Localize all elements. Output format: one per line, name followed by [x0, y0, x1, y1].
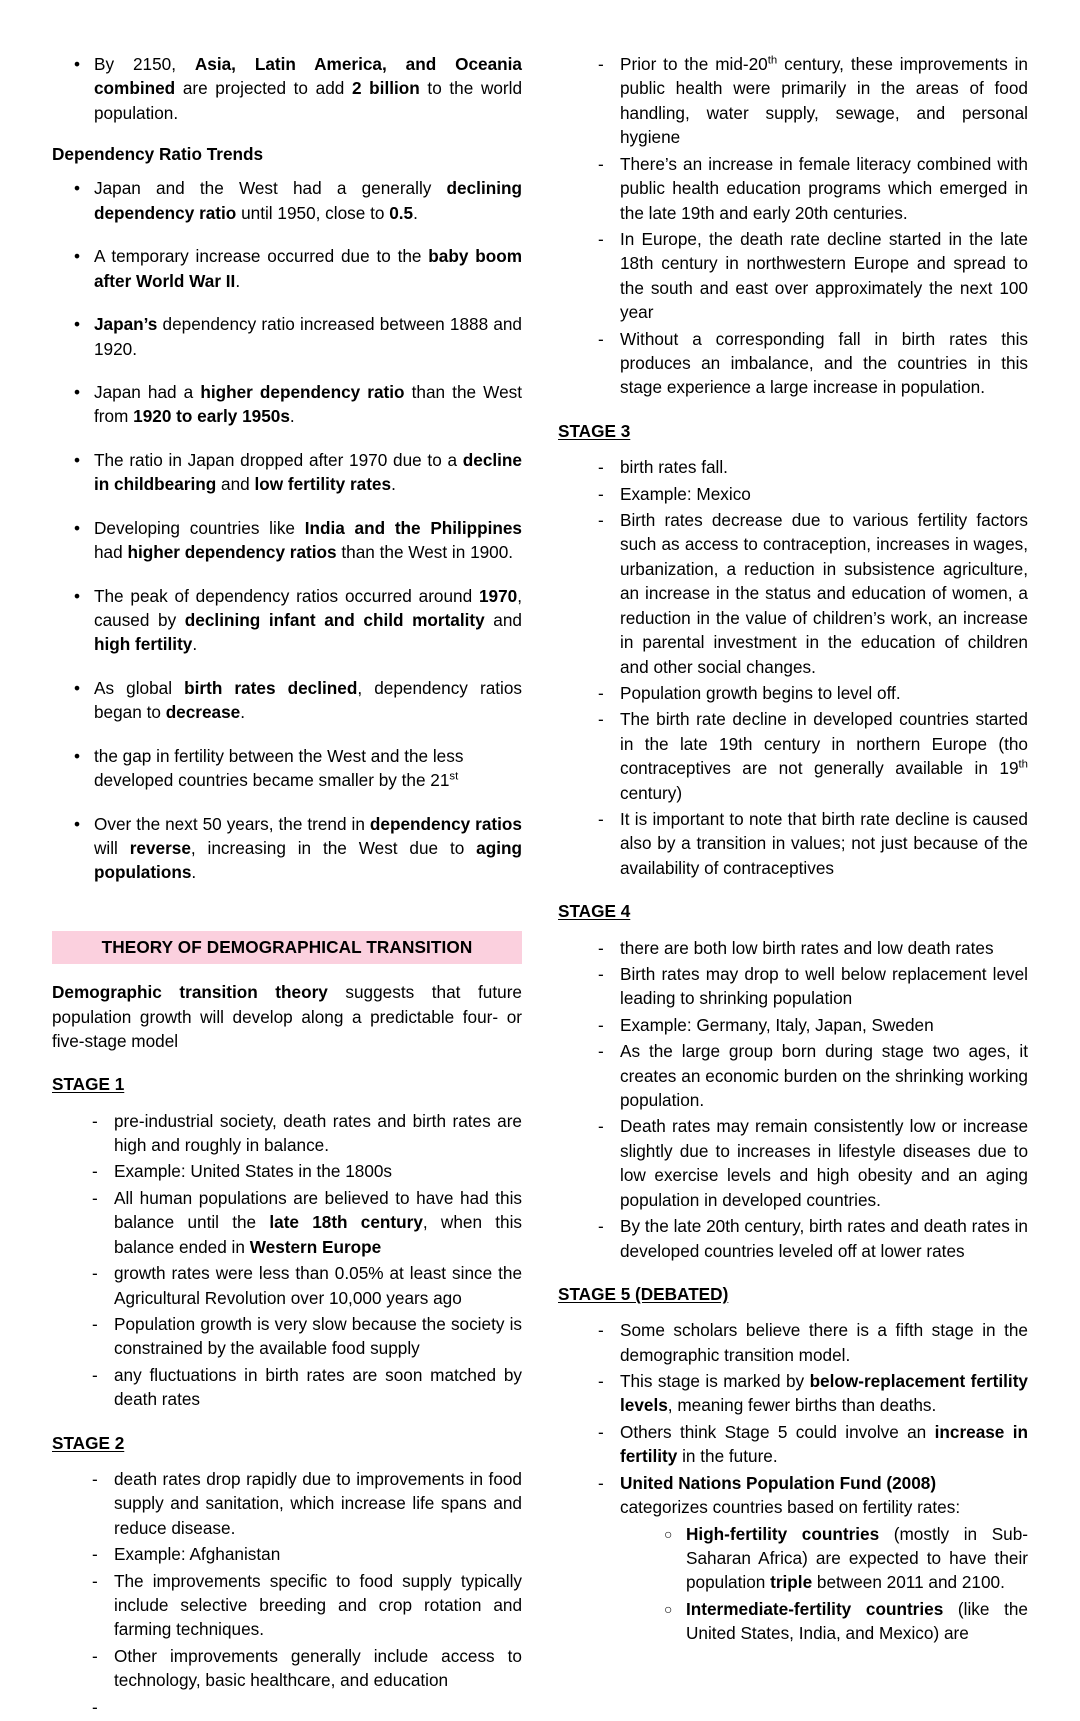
list-item	[52, 1159, 522, 1183]
dash-icon: -	[598, 228, 604, 249]
bullet-text: Over the next 50 years, the trend in dependency ratios will reverse, increasing in the West due to aging populations.	[94, 813, 522, 883]
dash-icon: -	[598, 963, 604, 984]
dash-text: Death rates may remain consistently low or increase slightly due to increases in lifestyle diseases due to low exercise levels and high obesity and an aging population in developed countries.	[620, 1116, 1028, 1210]
dash-icon: -	[598, 1472, 604, 1493]
list-item	[558, 227, 1028, 325]
dash-text: Example: United States in the 1800s	[114, 1161, 393, 1182]
stage-1-list	[52, 1109, 522, 1412]
dash-icon: -	[92, 1263, 98, 1284]
dash-icon: -	[598, 682, 604, 703]
dash-text: Population growth begins to level off.	[620, 682, 901, 703]
dash-icon: -	[598, 1116, 604, 1137]
circle-bullet-icon: ○	[664, 1525, 673, 1542]
dash-text: death rates drop rapidly due to improvements in food supply and sanitation, which increase life spans and reduce disease.	[114, 1468, 522, 1538]
dash-text: Without a corresponding fall in birth rates this produces an imbalance, and the countries in this stage experience a large increase in population.	[620, 328, 1028, 398]
dash-icon: -	[598, 937, 604, 958]
dash-icon: -	[598, 709, 604, 730]
list-item	[558, 1369, 1028, 1418]
dash-icon: -	[598, 809, 604, 830]
list-item	[52, 1695, 522, 1719]
list-item	[52, 516, 522, 565]
dash-text: By the late 20th century, birth rates and death rates in developed countries leveled off at lower rates	[620, 1216, 1028, 1261]
stage-3-list	[558, 455, 1028, 880]
list-item	[52, 1363, 522, 1412]
bullet-icon: •	[74, 517, 81, 538]
bullet-icon: •	[74, 382, 81, 403]
dash-text: pre-industrial society, death rates and birth rates are high and roughly in balance.	[114, 1110, 522, 1156]
top-bullet-list	[52, 52, 522, 125]
list-item	[558, 807, 1028, 880]
list-item	[52, 584, 522, 657]
stage-3-heading	[558, 420, 1028, 443]
dash-icon: -	[598, 1371, 604, 1392]
dash-icon: -	[598, 1216, 604, 1237]
bullet-text: Japan and the West had a generally declining dependency ratio until 1950, close to 0.5.	[94, 178, 522, 223]
bullet-icon: •	[74, 585, 81, 606]
dash-text: All human populations are believed to have had this balance until the late 18th century, when this balance ended in Western Europe	[114, 1187, 522, 1257]
bullet-icon: •	[74, 449, 81, 470]
dash-text: The improvements specific to food supply typically include selective breeding and crop rotation and farming techniques.	[114, 1570, 522, 1640]
bullet-icon: •	[74, 54, 81, 74]
theory-banner-heading: THEORY OF DEMOGRAPHICAL TRANSITION	[52, 931, 522, 964]
list-item	[558, 1420, 1028, 1469]
circle-text: Intermediate-fertility countries (like the United States, India, and Mexico) are	[686, 1598, 1028, 1644]
stage-1-heading	[52, 1073, 522, 1096]
list-item	[558, 152, 1028, 225]
dash-text: Prior to the mid-20th century, these improvements in public health were primarily in the areas of food handling, water supply, sewage, and personal hygiene	[620, 54, 1028, 148]
bullet-icon: •	[74, 246, 81, 267]
list-item	[558, 327, 1028, 400]
bullet-text: the gap in fertility between the West and the less developed countries became smaller by the 21st	[94, 745, 464, 791]
list-item	[52, 1109, 522, 1158]
dash-text	[114, 1695, 522, 1719]
list-item	[558, 1114, 1028, 1212]
bullet-icon: •	[74, 178, 81, 199]
bullet-icon: •	[74, 677, 81, 698]
stage-2-continued-list	[558, 52, 1028, 400]
list-item	[52, 744, 522, 793]
stage-1-heading-text: STAGE 1	[52, 1074, 125, 1095]
dash-text: Example: Afghanistan	[114, 1544, 281, 1565]
dash-icon: -	[92, 1544, 98, 1565]
list-item	[558, 52, 1028, 150]
list-item	[558, 962, 1028, 1011]
stage-2-heading	[52, 1432, 522, 1455]
list-item	[558, 455, 1028, 479]
dash-text-with-sublist	[620, 1471, 1028, 1648]
list-item	[558, 1214, 1028, 1263]
list-item	[52, 52, 522, 125]
dash-text: growth rates were less than 0.05% at least since the Agricultural Revolution over 10,000 years ago	[114, 1263, 522, 1308]
bullet-icon: •	[74, 813, 81, 834]
theory-intro-paragraph: Demographic transition theory suggests that future population growth will develop along a predictable four- or five-stage model	[52, 982, 522, 1051]
dash-text: there are both low birth rates and low death rates	[620, 937, 994, 958]
bullet-text: The peak of dependency ratios occurred around 1970, caused by declining infant and child mortality and high fertility.	[94, 585, 522, 655]
stage-5-list	[558, 1318, 1028, 1647]
list-item	[558, 707, 1028, 805]
bullet-text: As global birth rates declined, dependency ratios began to decrease.	[94, 677, 523, 723]
dash-text: In Europe, the death rate decline started in the late 18th century in northwestern Europe and spread to the south and east over approximately the next 100 year	[620, 228, 1028, 323]
bullet-text: By 2150, Asia, Latin America, and Oceania combined are projected to add 2 billion to the world population.	[94, 54, 523, 123]
list-item	[52, 1467, 522, 1540]
stage-5-heading-text: STAGE 5 (DEBATED)	[558, 1284, 729, 1304]
dash-icon: -	[92, 1696, 98, 1717]
list-item	[558, 1471, 1028, 1648]
list-item	[52, 176, 522, 225]
list-item	[558, 936, 1028, 960]
list-item	[558, 1039, 1028, 1112]
stage-5-heading	[558, 1283, 1028, 1306]
bullet-icon: •	[74, 314, 81, 335]
list-item	[52, 312, 522, 361]
dash-text: birth rates fall.	[620, 457, 728, 478]
dash-text: United Nations Population Fund (2008) categorizes countries based on fertility rates:	[620, 1472, 961, 1518]
left-column	[52, 52, 522, 1721]
bullet-text: Japan’s dependency ratio increased between 1888 and 1920.	[94, 314, 522, 359]
dash-icon: -	[92, 1570, 98, 1591]
stage-2-heading-text: STAGE 2	[52, 1432, 125, 1453]
right-column	[558, 52, 1028, 1650]
dash-icon: -	[598, 457, 604, 478]
section-spacer	[52, 885, 522, 931]
list-item	[558, 1318, 1028, 1367]
stage-5-sub-list	[620, 1522, 1028, 1646]
dash-text: Population growth is very slow because the society is constrained by the available food supply	[114, 1313, 522, 1359]
dash-icon: -	[92, 1161, 98, 1182]
dash-icon: -	[92, 1110, 98, 1131]
list-item	[620, 1597, 1028, 1646]
dash-icon: -	[92, 1468, 98, 1489]
stage-4-heading	[558, 900, 1028, 923]
dash-icon: -	[598, 483, 604, 504]
bullet-text: Japan had a higher dependency ratio than the West from 1920 to early 1950s.	[94, 382, 523, 427]
dash-text: Example: Germany, Italy, Japan, Sweden	[620, 1014, 934, 1035]
dash-icon: -	[598, 1041, 604, 1062]
dash-icon: -	[92, 1187, 98, 1208]
dash-text: This stage is marked by below-replacement fertility levels, meaning fewer births than deaths.	[620, 1371, 1028, 1416]
list-item	[52, 676, 522, 725]
dash-text: Some scholars believe there is a fifth stage in the demographic transition model.	[620, 1320, 1028, 1365]
list-item	[52, 244, 522, 293]
dash-text: It is important to note that birth rate decline is caused also by a transition in values; not just because of the availability of contraceptives	[620, 809, 1028, 878]
dependency-ratio-trends-heading: Dependency Ratio Trends	[52, 144, 264, 165]
dash-text: As the large group born during stage two ages, it creates an economic burden on the shrinking working population.	[620, 1041, 1028, 1111]
bullet-text: A temporary increase occurred due to the baby boom after World War II.	[94, 246, 522, 291]
dash-text: Example: Mexico	[620, 483, 751, 504]
bullet-icon: •	[74, 745, 81, 766]
dash-icon: -	[598, 1014, 604, 1035]
dash-text: Birth rates may drop to well below replacement level leading to shrinking population	[620, 963, 1028, 1009]
dash-text: Others think Stage 5 could involve an increase in fertility in the future.	[620, 1421, 1029, 1467]
list-item	[52, 1542, 522, 1566]
circle-bullet-icon: ○	[664, 1600, 673, 1617]
list-item	[558, 482, 1028, 506]
bullet-text: Developing countries like India and the Philippines had higher dependency ratios than the West in 1900.	[94, 517, 522, 563]
list-item	[52, 380, 522, 429]
stage-4-list	[558, 936, 1028, 1263]
dash-icon: -	[598, 328, 604, 349]
dash-icon: -	[598, 153, 604, 174]
list-item	[52, 1312, 522, 1361]
list-item	[52, 812, 522, 885]
list-item	[620, 1522, 1028, 1595]
list-item	[558, 1013, 1028, 1037]
dash-text: There’s an increase in female literacy combined with public health education programs which emerged in the late 19th and early 20th centuries.	[620, 153, 1028, 223]
dash-icon: -	[598, 1421, 604, 1442]
circle-text: High-fertility countries (mostly in Sub-Saharan Africa) are expected to have their population triple between 2011 and 2100.	[686, 1523, 1028, 1593]
dash-icon: -	[92, 1364, 98, 1385]
dash-text: Birth rates decrease due to various fertility factors such as access to contraception, increases in wages, urbanization, a reduction in subsistence agriculture, an increase in the status and education of women, a reduction in the value of children’s work, an increase in parental investment in the education of children and other social changes.	[620, 509, 1028, 677]
bullet-text: The ratio in Japan dropped after 1970 due to a decline in childbearing and low fertility rates.	[94, 449, 522, 495]
dash-text: any fluctuations in birth rates are soon matched by death rates	[114, 1364, 522, 1410]
dash-icon: -	[598, 509, 604, 530]
list-item	[558, 681, 1028, 705]
list-item	[52, 448, 522, 497]
dash-icon: -	[92, 1313, 98, 1334]
stage-2-list	[52, 1467, 522, 1719]
dependency-bullet-list	[52, 176, 522, 884]
list-item	[558, 508, 1028, 679]
list-item	[52, 1186, 522, 1259]
stage-3-heading-text: STAGE 3	[558, 420, 631, 441]
list-item	[52, 1569, 522, 1642]
list-item	[52, 1261, 522, 1310]
dash-icon: -	[92, 1645, 98, 1666]
dash-text: Other improvements generally include access to technology, basic healthcare, and education	[114, 1645, 522, 1691]
dash-text: The birth rate decline in developed countries started in the late 19th century in northern Europe (tho contraceptives are not generally available in 19th century)	[620, 709, 1028, 803]
dash-icon: -	[598, 54, 604, 74]
dash-icon: -	[598, 1320, 604, 1341]
stage-4-heading-text: STAGE 4	[558, 901, 631, 922]
list-item	[52, 1644, 522, 1693]
two-column-layout	[52, 52, 1028, 1721]
